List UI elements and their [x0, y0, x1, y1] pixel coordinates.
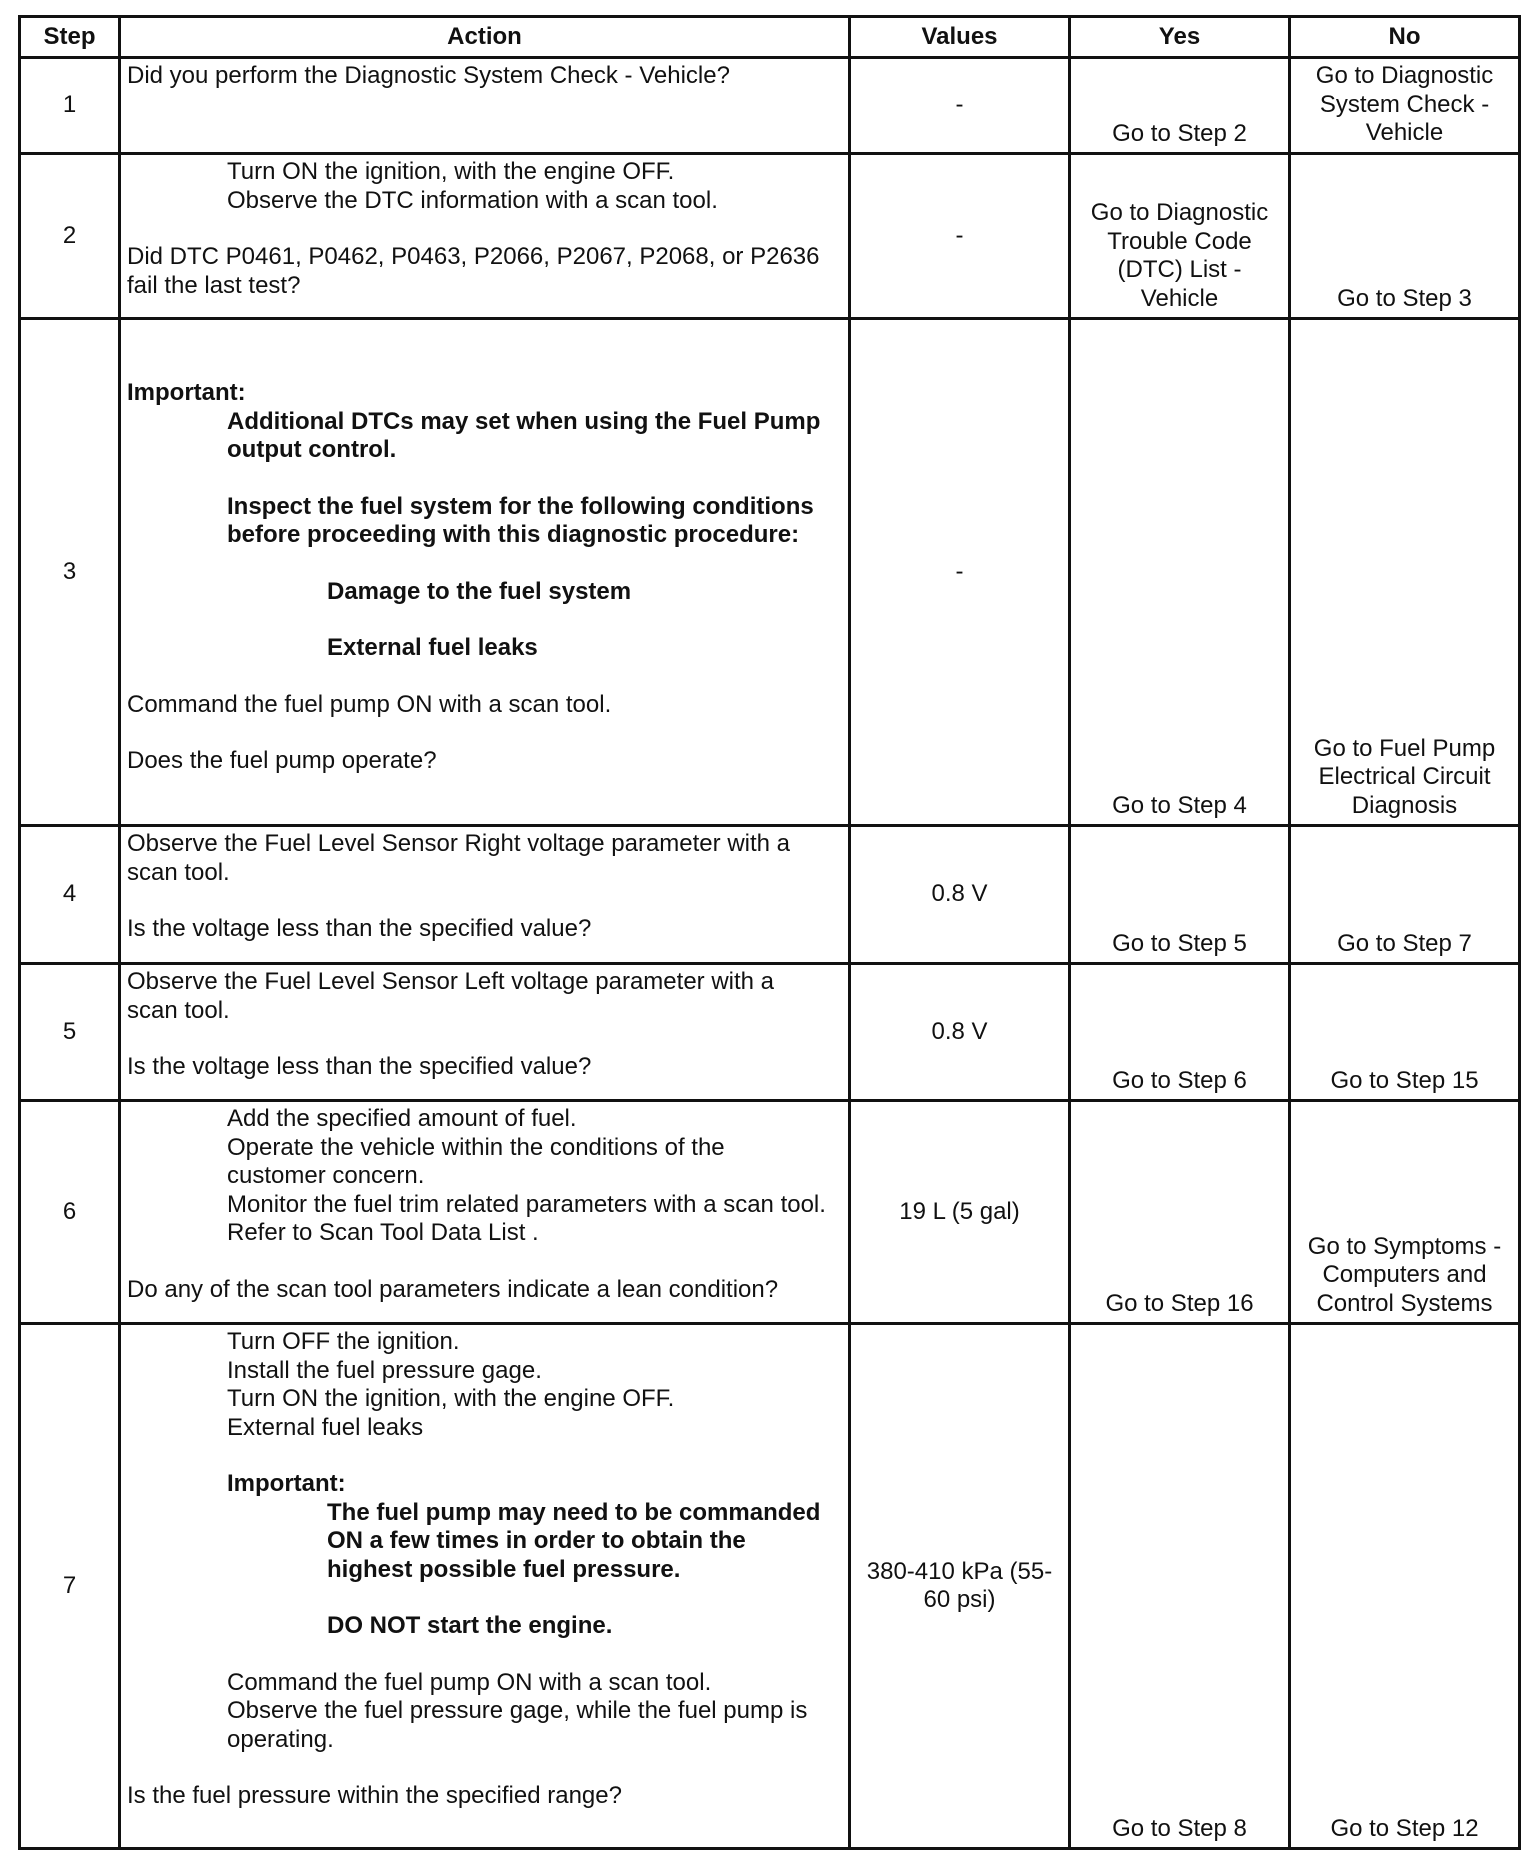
table-row	[20, 964, 1520, 1101]
action-cell	[120, 58, 850, 154]
step-number: 2	[20, 154, 120, 319]
action-line: Monitor the fuel trim related parameters with a scan tool.	[227, 1190, 826, 1218]
action-line: Observe the fuel pressure gage, while the fuel pump is	[227, 1697, 808, 1724]
no-cell: Go to Step 7	[1290, 826, 1520, 964]
value-cell: -	[850, 319, 1070, 826]
no-cell: Go to Step 12	[1290, 1324, 1520, 1849]
header-action: Action	[120, 17, 850, 58]
action-line: Operate the vehicle within the conditions of the	[227, 1133, 725, 1161]
action-line: Does the fuel pump operate?	[127, 747, 437, 774]
table-row	[20, 1324, 1520, 1849]
value-cell: 0.8 V	[850, 826, 1070, 964]
no-cell: Go to Fuel Pump Electrical Circuit Diagnosis	[1290, 319, 1520, 826]
header-row	[20, 17, 1520, 58]
action-line: Is the voltage less than the specified value?	[127, 915, 592, 942]
header-no: No	[1290, 17, 1520, 58]
step-number: 5	[20, 964, 120, 1101]
value-cell: 19 L (5 gal)	[850, 1101, 1070, 1324]
value-cell: 380-410 kPa (55-60 psi)	[850, 1324, 1070, 1849]
action-line: External fuel leaks	[327, 634, 538, 661]
action-cell	[120, 826, 850, 964]
action-line: Add the specified amount of fuel.	[227, 1105, 577, 1132]
table-row	[20, 58, 1520, 154]
action-line: Observe the DTC information with a scan tool.	[227, 186, 718, 214]
action-line: DO NOT start the engine.	[327, 1612, 613, 1639]
step-number: 7	[20, 1324, 120, 1849]
important-label: Important:	[227, 1470, 346, 1497]
action-line: External fuel leaks	[227, 1413, 424, 1441]
no-cell: Go to Step 3	[1290, 154, 1520, 319]
header-yes: Yes	[1070, 17, 1290, 58]
table-row	[20, 1101, 1520, 1324]
yes-cell: Go to Diagnostic Trouble Code (DTC) List - Vehicle	[1070, 154, 1290, 319]
diagnostic-table	[18, 15, 1521, 1850]
action-line: Observe the Fuel Level Sensor Right voltage parameter with a	[127, 830, 791, 857]
no-cell: Go to Step 15	[1290, 964, 1520, 1101]
no-cell: Go to Diagnostic System Check - Vehicle	[1290, 58, 1520, 154]
step-number: 1	[20, 58, 120, 154]
action-line: customer concern.	[227, 1162, 425, 1189]
action-line: Did DTC P0461, P0462, P0463, P2066, P2067, P2068, or P2636	[127, 243, 820, 270]
action-cell	[120, 1324, 850, 1849]
action-line: Is the fuel pressure within the specified range?	[127, 1782, 622, 1809]
yes-cell: Go to Step 2	[1070, 58, 1290, 154]
action-line: highest possible fuel pressure.	[327, 1555, 681, 1583]
table-row	[20, 319, 1520, 826]
action-line: Refer to Scan Tool Data List .	[227, 1219, 539, 1246]
table-row	[20, 154, 1520, 319]
yes-cell: Go to Step 8	[1070, 1324, 1290, 1849]
value-cell: -	[850, 154, 1070, 319]
yes-cell: Go to Step 6	[1070, 964, 1290, 1101]
value-cell: -	[850, 58, 1070, 154]
important-label: Important:	[127, 379, 246, 406]
action-line: ON a few times in order to obtain the	[327, 1527, 746, 1554]
action-line: fail the last test?	[127, 271, 301, 299]
header-step: Step	[20, 17, 120, 58]
action-line: before proceeding with this diagnostic procedure:	[227, 521, 800, 548]
action-line: Command the fuel pump ON with a scan tool.	[127, 690, 612, 718]
step-number: 4	[20, 826, 120, 964]
yes-cell: Go to Step 16	[1070, 1101, 1290, 1324]
no-cell: Go to Symptoms - Computers and Control Systems	[1290, 1101, 1520, 1324]
header-values: Values	[850, 17, 1070, 58]
action-line: Additional DTCs may set when using the Fuel Pump	[227, 407, 821, 435]
action-line: Inspect the fuel system for the following conditions	[227, 492, 814, 520]
step-number: 3	[20, 319, 120, 826]
action-cell	[120, 1101, 850, 1324]
action-line: scan tool.	[127, 996, 230, 1024]
value-cell: 0.8 V	[850, 964, 1070, 1101]
action-line: Turn ON the ignition, with the engine OFF.	[227, 158, 675, 185]
action-cell	[120, 319, 850, 826]
action-line: Did you perform the Diagnostic System Check - Vehicle?	[127, 62, 730, 89]
action-line: operating.	[227, 1725, 334, 1753]
action-line: Observe the Fuel Level Sensor Left voltage parameter with a	[127, 968, 775, 995]
action-line: Do any of the scan tool parameters indicate a lean condition?	[127, 1275, 779, 1303]
action-line: The fuel pump may need to be commanded	[327, 1498, 821, 1526]
action-cell	[120, 964, 850, 1101]
step-number: 6	[20, 1101, 120, 1324]
action-line: Is the voltage less than the specified value?	[127, 1053, 592, 1080]
action-line: Turn OFF the ignition.	[227, 1328, 460, 1355]
action-line: Command the fuel pump ON with a scan tool.	[227, 1668, 712, 1696]
action-cell	[120, 154, 850, 319]
action-line: Damage to the fuel system	[327, 577, 632, 605]
table-row	[20, 826, 1520, 964]
action-line: output control.	[227, 436, 397, 463]
yes-cell: Go to Step 4	[1070, 319, 1290, 826]
action-line: Turn ON the ignition, with the engine OFF.	[227, 1385, 675, 1412]
action-line: Install the fuel pressure gage.	[227, 1356, 542, 1384]
action-line: scan tool.	[127, 858, 230, 886]
yes-cell: Go to Step 5	[1070, 826, 1290, 964]
